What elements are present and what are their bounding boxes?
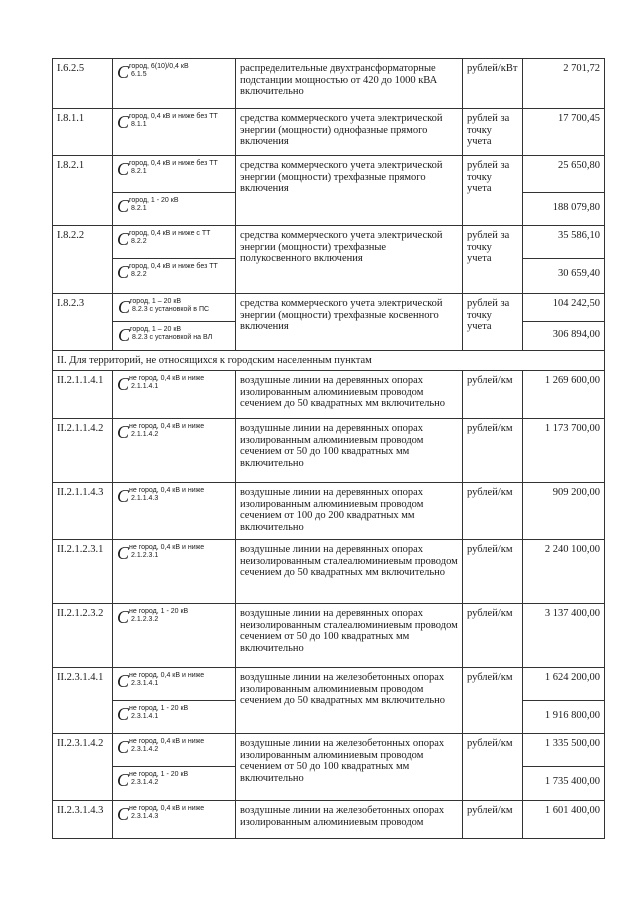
row-unit: рублей/кВт	[463, 59, 523, 109]
rate-symbol: C город, 0,4 кВ и ниже без ТТ 8.1.1	[113, 109, 236, 156]
row-unit: рублей за точку учета	[463, 294, 523, 351]
rate-symbol: C не город, 0,4 кВ и ниже 2.3.1.4.1	[113, 668, 236, 701]
row-unit: рублей/км	[463, 483, 523, 540]
table-row	[53, 226, 605, 259]
row-description: средства коммерческого учета электрической энергии (мощности) однофазные прямого включения	[236, 109, 463, 156]
rate-symbol: C город, 0,4 кВ и ниже с ТТ 8.2.2	[113, 226, 236, 259]
row-value: 17 700,45	[523, 109, 605, 156]
row-code: II.2.3.1.4.3	[53, 801, 113, 839]
rate-symbol: C город, 0,4 кВ и ниже без ТТ 8.2.1	[113, 156, 236, 193]
row-value: 3 137 400,00	[523, 604, 605, 668]
row-unit: рублей за точку учета	[463, 156, 523, 226]
rate-symbol: C не город, 0,4 кВ и ниже 2.1.1.4.1	[113, 371, 236, 419]
row-code: I.8.1.1	[53, 109, 113, 156]
row-unit: рублей за точку учета	[463, 109, 523, 156]
row-description: воздушные линии на деревянных опорах изолированным алюминиевым проводом сечением до 50 квадратных мм включительно	[236, 371, 463, 419]
row-code: II.2.1.2.3.1	[53, 540, 113, 604]
row-value: 188 079,80	[523, 193, 605, 226]
rate-symbol: C не город, 0,4 кВ и ниже 2.3.1.4.2	[113, 734, 236, 767]
row-description: средства коммерческого учета электрической энергии (мощности) трехфазные прямого включения	[236, 156, 463, 226]
rate-symbol: C город, 6(10)/0,4 кВ 6.1.5	[113, 59, 236, 109]
section-title: II. Для территорий, не относящихся к городским населенным пунктам	[53, 351, 605, 371]
rate-symbol: C не город, 1 - 20 кВ 2.3.1.4.1	[113, 701, 236, 734]
row-code: II.2.1.1.4.2	[53, 419, 113, 483]
row-unit: рублей/км	[463, 419, 523, 483]
row-unit: рублей/км	[463, 540, 523, 604]
table-row	[53, 371, 605, 419]
row-code: II.2.3.1.4.1	[53, 668, 113, 734]
table-row	[53, 483, 605, 540]
row-unit: рублей/км	[463, 604, 523, 668]
table-row	[53, 801, 605, 839]
table-row	[53, 540, 605, 604]
row-value: 306 894,00	[523, 322, 605, 351]
row-value: 104 242,50	[523, 294, 605, 322]
row-unit: рублей/км	[463, 801, 523, 839]
row-description: воздушные линии на деревянных опорах неизолированным сталеалюминиевым проводом сечением до 50 квадратных мм включительно	[236, 540, 463, 604]
table-row	[53, 734, 605, 767]
row-code: I.8.2.3	[53, 294, 113, 351]
row-value: 30 659,40	[523, 259, 605, 294]
row-code: II.2.1.1.4.1	[53, 371, 113, 419]
tariff-table	[52, 58, 605, 839]
rate-symbol: C город, 1 – 20 кВ 8.2.3 с установкой в ПС	[113, 294, 236, 322]
row-unit: рублей/км	[463, 371, 523, 419]
table-row	[53, 109, 605, 156]
row-value: 909 200,00	[523, 483, 605, 540]
row-value: 1 735 400,00	[523, 767, 605, 801]
row-description: распределительные двухтрансформаторные подстанции мощностью от 420 до 1000 кВА включительно	[236, 59, 463, 109]
table-row	[53, 156, 605, 193]
row-unit: рублей/км	[463, 734, 523, 801]
row-description: воздушные линии на деревянных опорах изолированным алюминиевым проводом сечением от 100 до 200 квадратных мм включительно	[236, 483, 463, 540]
table-row	[53, 419, 605, 483]
rate-symbol: C город, 1 - 20 кВ 8.2.1	[113, 193, 236, 226]
table-row	[53, 668, 605, 701]
row-code: I.8.2.2	[53, 226, 113, 294]
row-value: 1 624 200,00	[523, 668, 605, 701]
row-value: 2 701,72	[523, 59, 605, 109]
table-row	[53, 294, 605, 322]
table-row	[53, 59, 605, 109]
row-value: 25 650,80	[523, 156, 605, 193]
row-value: 1 335 500,00	[523, 734, 605, 767]
rate-symbol: C не город, 0,4 кВ и ниже 2.3.1.4.3	[113, 801, 236, 839]
row-value: 1 269 600,00	[523, 371, 605, 419]
rate-symbol: C город, 0,4 кВ и ниже без ТТ 8.2.2	[113, 259, 236, 294]
row-value: 1 916 800,00	[523, 701, 605, 734]
section-header-row	[53, 351, 605, 371]
row-value: 1 173 700,00	[523, 419, 605, 483]
row-value: 1 601 400,00	[523, 801, 605, 839]
row-description: воздушные линии на деревянных опорах изолированным алюминиевым проводом сечением от 50 до 100 квадратных мм включительно	[236, 419, 463, 483]
rate-symbol: C не город, 1 - 20 кВ 2.3.1.4.2	[113, 767, 236, 801]
rate-symbol: C не город, 0,4 кВ и ниже 2.1.1.4.2	[113, 419, 236, 483]
row-description: средства коммерческого учета электрической энергии (мощности) трехфазные полукосвенного включения	[236, 226, 463, 294]
row-code: II.2.1.2.3.2	[53, 604, 113, 668]
row-value: 35 586,10	[523, 226, 605, 259]
table-row	[53, 604, 605, 668]
row-description: воздушные линии на железобетонных опорах изолированным алюминиевым проводом сечением от 50 до 100 квадратных мм включительно	[236, 734, 463, 801]
row-description: воздушные линии на железобетонных опорах изолированным алюминиевым проводом	[236, 801, 463, 839]
row-code: I.8.2.1	[53, 156, 113, 226]
rate-symbol: C не город, 0,4 кВ и ниже 2.1.1.4.3	[113, 483, 236, 540]
row-description: воздушные линии на деревянных опорах неизолированным сталеалюминиевым проводом сечением от 50 до 100 квадратных мм включительно	[236, 604, 463, 668]
row-code: II.2.1.1.4.3	[53, 483, 113, 540]
row-description: средства коммерческого учета электрической энергии (мощности) трехфазные косвенного включения	[236, 294, 463, 351]
row-unit: рублей/км	[463, 668, 523, 734]
row-code: I.6.2.5	[53, 59, 113, 109]
rate-symbol: C город, 1 – 20 кВ 8.2.3 с установкой на ВЛ	[113, 322, 236, 351]
row-description: воздушные линии на железобетонных опорах изолированным алюминиевым проводом сечением до 50 квадратных мм включительно	[236, 668, 463, 734]
rate-symbol: C не город, 1 - 20 кВ 2.1.2.3.2	[113, 604, 236, 668]
row-unit: рублей за точку учета	[463, 226, 523, 294]
row-value: 2 240 100,00	[523, 540, 605, 604]
row-code: II.2.3.1.4.2	[53, 734, 113, 801]
rate-symbol: C не город, 0,4 кВ и ниже 2.1.2.3.1	[113, 540, 236, 604]
